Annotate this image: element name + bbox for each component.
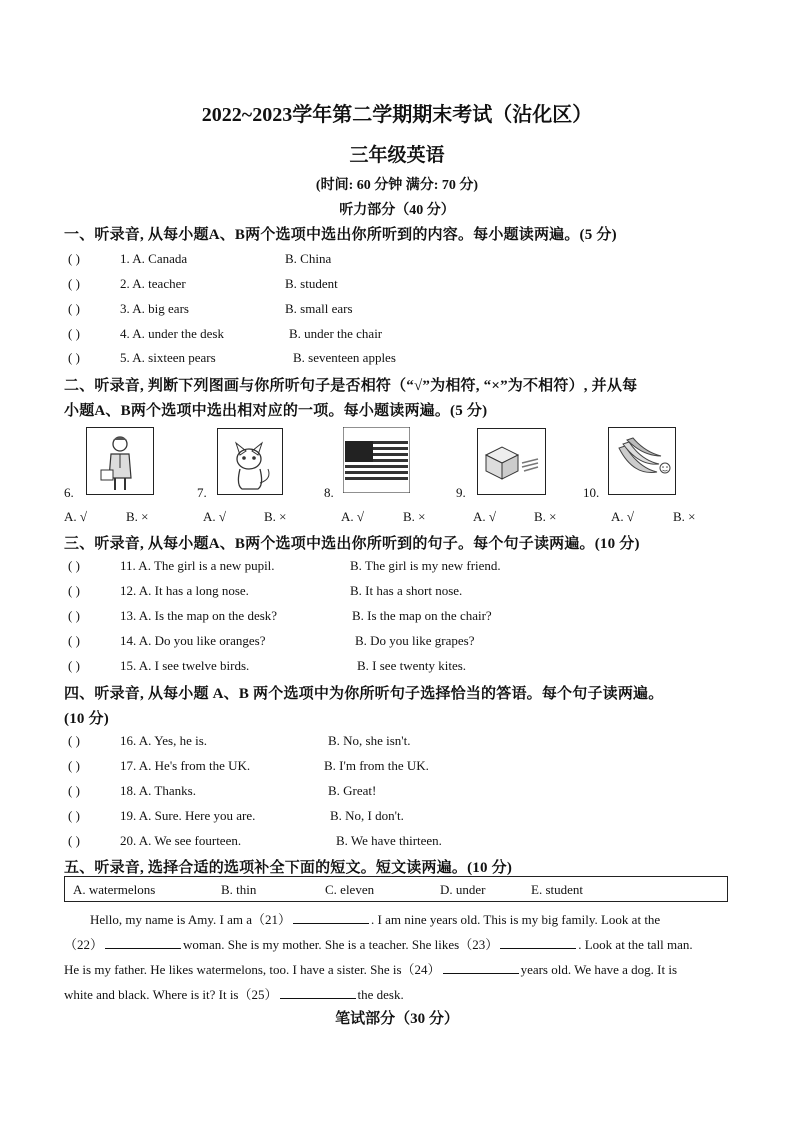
word-options-box — [64, 876, 728, 902]
option-a: 18. A. Thanks. — [120, 783, 196, 798]
section2-heading-line2: 小题A、B两个选项中选出相对应的一项。每小题读两遍。(5 分) — [64, 403, 488, 419]
option-a: 19. A. Sure. Here you are. — [120, 808, 256, 823]
answer-paren[interactable]: ( ) — [68, 276, 80, 291]
option-a[interactable]: A. √ — [64, 509, 88, 524]
passage-line: （22） woman. She is my mother. She is a teacher. She likes（23） . Look at the tall man. — [64, 937, 693, 952]
answer-paren[interactable]: ( ) — [68, 608, 80, 623]
option-b[interactable]: B. × — [264, 509, 287, 524]
word-option: D. under — [440, 882, 486, 897]
word-option: A. watermelons — [73, 882, 156, 897]
section1-heading: 一、听录音, 从每小题A、B两个选项中选出你所听到的内容。每小题读两遍。(5 分) — [64, 227, 617, 243]
answer-paren[interactable]: ( ) — [68, 633, 80, 648]
picture-number: 7. — [197, 485, 207, 500]
option-a: 14. A. Do you like oranges? — [120, 633, 266, 648]
word-option: E. student — [531, 882, 583, 897]
section5-heading: 五、听录音, 选择合适的选项补全下面的短文。短文读两遍。(10 分) — [64, 860, 513, 876]
passage-line: Hello, my name is Amy. I am a（21） . I am nine years old. This is my big family. Look at the — [90, 912, 661, 927]
answer-paren[interactable]: ( ) — [68, 833, 80, 848]
picture-number: 10. — [583, 485, 600, 500]
option-a: 13. A. Is the map on the desk? — [120, 608, 278, 623]
option-b: B. No, she isn't. — [328, 733, 411, 748]
passage-line: He is my father. He likes watermelons, too. I have a sister. She is（24） years old. We have a dog. It is — [64, 962, 678, 977]
option-b: B. Great! — [328, 783, 377, 798]
word-option: C. eleven — [325, 882, 375, 897]
bananas-icon — [608, 427, 676, 495]
blank-22[interactable] — [105, 936, 181, 949]
blank-21[interactable] — [293, 911, 369, 924]
answer-paren[interactable]: ( ) — [68, 758, 80, 773]
section2-heading-line1: 二、听录音, 判断下列图画与你所听句子是否相符（“√”为相符, “×”为不相符）, 并从每 — [64, 378, 638, 394]
option-a[interactable]: A. √ — [341, 509, 365, 524]
option-b: B. small ears — [285, 301, 353, 316]
blank-25[interactable] — [280, 986, 356, 999]
exam-title: 2022~2023学年第二学期期末考试（沾化区） — [201, 104, 593, 126]
kitten-icon — [217, 428, 283, 495]
answer-paren[interactable]: ( ) — [68, 326, 80, 341]
answer-paren[interactable]: ( ) — [68, 783, 80, 798]
word-option: B. thin — [221, 882, 257, 897]
option-a[interactable]: A. √ — [611, 509, 635, 524]
option-b[interactable]: B. × — [403, 509, 426, 524]
answer-paren[interactable]: ( ) — [68, 808, 80, 823]
passage-line: white and black. Where is it? It is（25） the desk. — [64, 987, 404, 1002]
option-b: B. Is the map on the chair? — [352, 608, 492, 623]
option-a[interactable]: A. √ — [473, 509, 497, 524]
option-a: 3. A. big ears — [120, 301, 189, 316]
answer-paren[interactable]: ( ) — [68, 733, 80, 748]
blank-23[interactable] — [500, 936, 576, 949]
picture-number: 6. — [64, 485, 74, 500]
option-b: B. We have thirteen. — [336, 833, 442, 848]
time-info: (时间: 60 分钟 满分: 70 分) — [315, 178, 479, 193]
option-a: 15. A. I see twelve birds. — [120, 658, 250, 673]
option-a: 4. A. under the desk — [120, 326, 224, 341]
blank-24[interactable] — [443, 961, 519, 974]
exam-subtitle: 三年级英语 — [349, 145, 445, 166]
man-with-briefcase-icon — [86, 427, 154, 495]
box-icon — [477, 428, 546, 495]
option-b: B. China — [285, 251, 332, 266]
option-b[interactable]: B. × — [673, 509, 696, 524]
option-a: 2. A. teacher — [120, 276, 186, 291]
answer-paren[interactable]: ( ) — [68, 583, 80, 598]
picture-number: 8. — [324, 485, 334, 500]
option-b: B. Do you like grapes? — [355, 633, 475, 648]
option-a: 17. A. He's from the UK. — [120, 758, 251, 773]
option-b[interactable]: B. × — [534, 509, 557, 524]
written-part-heading: 笔试部分（30 分） — [335, 1011, 459, 1027]
picture-number: 9. — [456, 485, 466, 500]
option-b: B. student — [285, 276, 338, 291]
answer-paren[interactable]: ( ) — [68, 558, 80, 573]
answer-paren[interactable]: ( ) — [68, 301, 80, 316]
option-b: B. It has a short nose. — [350, 583, 463, 598]
answer-paren[interactable]: ( ) — [68, 251, 80, 266]
option-b: B. No, I don't. — [330, 808, 404, 823]
option-a: 16. A. Yes, he is. — [120, 733, 208, 748]
option-b: B. I see twenty kites. — [357, 658, 467, 673]
option-b: B. I'm from the UK. — [324, 758, 429, 773]
option-b: B. under the chair — [289, 326, 383, 341]
option-a: 12. A. It has a long nose. — [120, 583, 249, 598]
option-a: 20. A. We see fourteen. — [120, 833, 242, 848]
section4-heading-line1: 四、听录音, 从每小题 A、B 两个选项中为你所听句子选择恰当的答语。每个句子读两遍。 — [64, 686, 664, 702]
option-a: 5. A. sixteen pears — [120, 350, 216, 365]
option-b[interactable]: B. × — [126, 509, 149, 524]
answer-paren[interactable]: ( ) — [68, 350, 80, 365]
us-flag-icon — [343, 427, 410, 493]
option-a: 11. A. The girl is a new pupil. — [120, 558, 275, 573]
answer-paren[interactable]: ( ) — [68, 658, 80, 673]
listening-part-heading: 听力部分（40 分） — [339, 203, 455, 218]
option-a: 1. A. Canada — [120, 251, 188, 266]
option-a[interactable]: A. √ — [203, 509, 227, 524]
option-b: B. seventeen apples — [293, 350, 396, 365]
section4-heading-line2: (10 分) — [64, 711, 109, 727]
option-b: B. The girl is my new friend. — [350, 558, 501, 573]
section3-heading: 三、听录音, 从每小题A、B两个选项中选出你所听到的句子。每个句子读两遍。(10 分) — [64, 536, 640, 552]
